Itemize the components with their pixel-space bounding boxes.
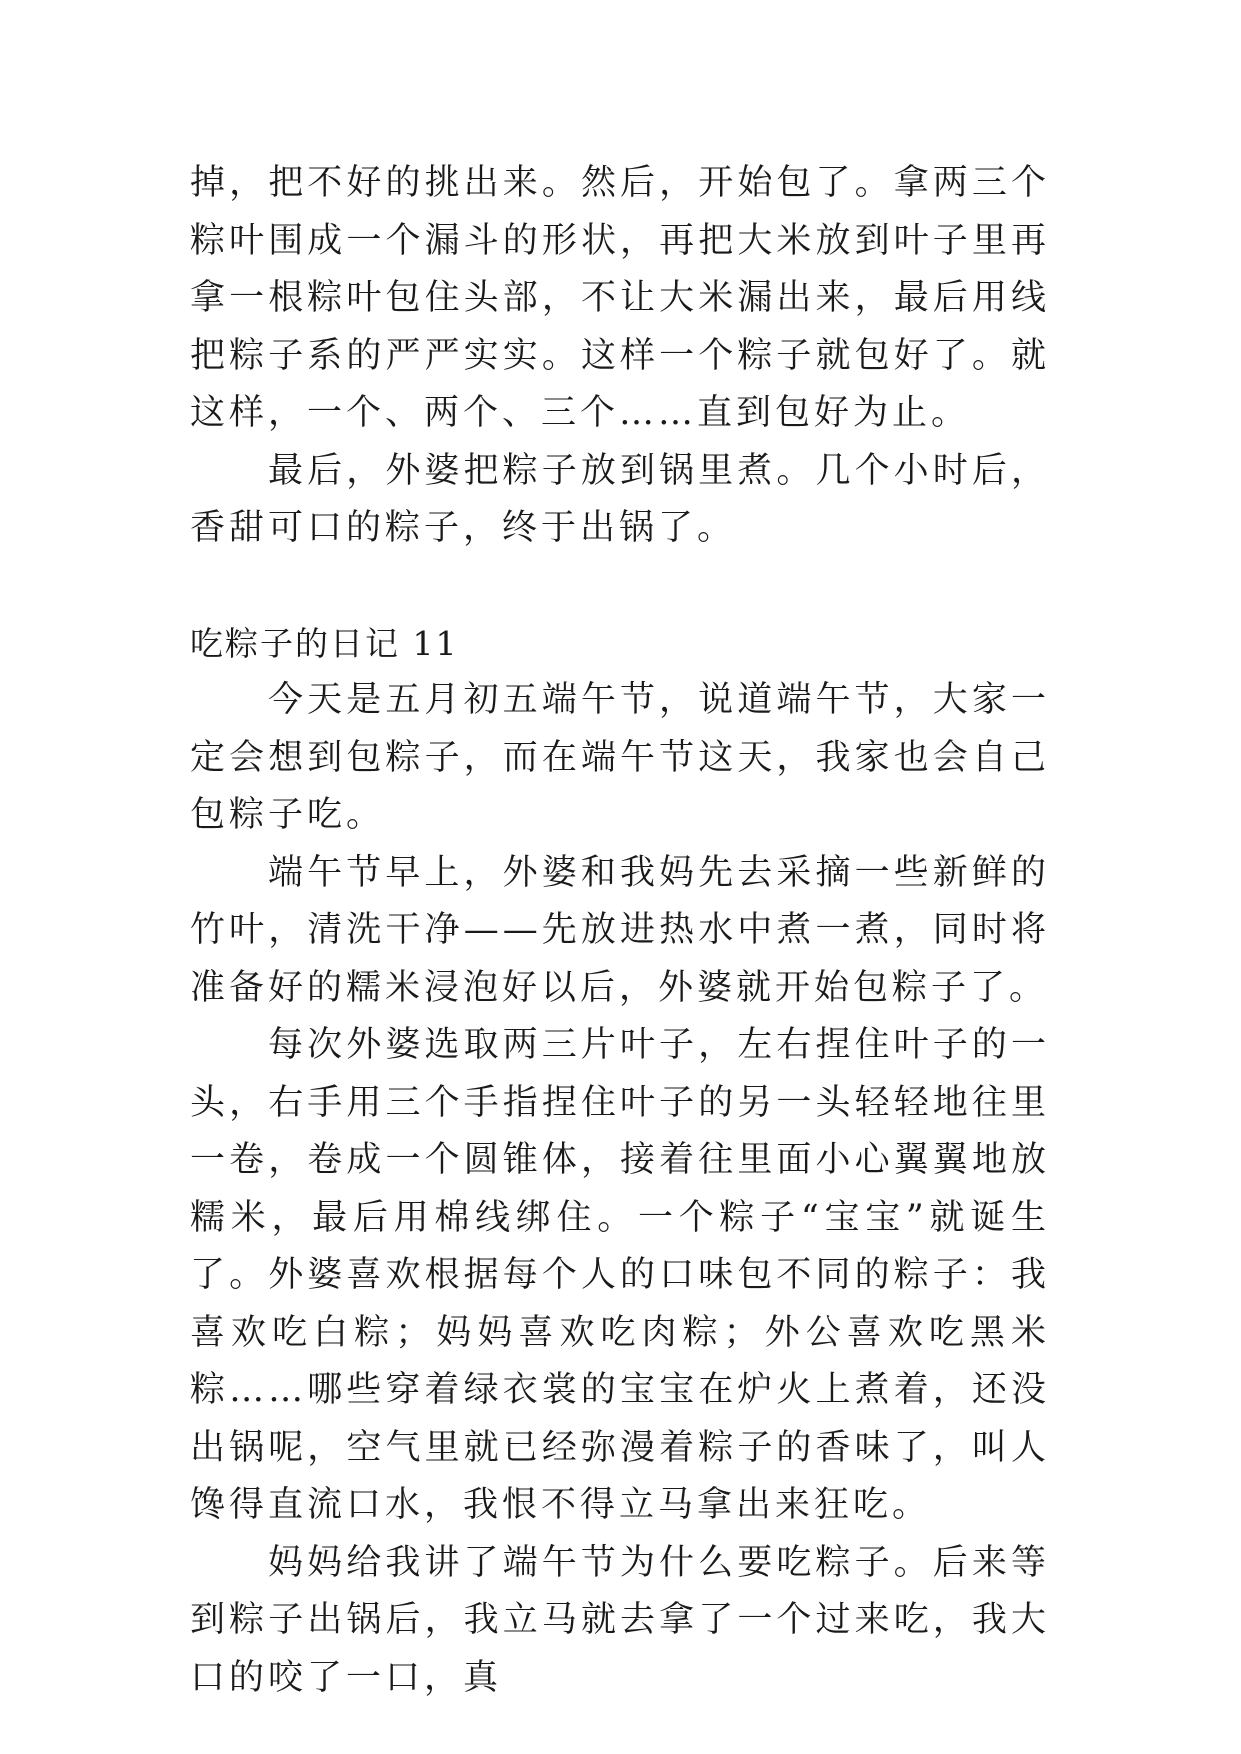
- section-title: 吃粽子的日记 11: [190, 623, 459, 663]
- paragraph: 端午节早上，外婆和我妈先去采摘一些新鲜的竹叶，清洗干净——先放进热水中煮一煮，同时将准备好的糯米浸泡好以后，外婆就开始包粽子了。: [190, 852, 1050, 1008]
- paragraph: 最后，外婆把粽子放到锅里煮。几个小时后，香甜可口的粽子，终于出锅了。: [190, 450, 1050, 548]
- document-body: [190, 155, 1050, 1707]
- paragraph: 妈妈给我讲了端午节为什么要吃粽子。后来等到粽子出锅后，我立马就去拿了一个过来吃，我大口的咬了一口，真: [190, 1542, 1050, 1698]
- section-gap: [190, 558, 1050, 615]
- paragraph: 今天是五月初五端午节，说道端午节，大家一定会想到包粽子，而在端午节这天，我家也会自己包粽子吃。: [190, 680, 1050, 835]
- paragraph: 每次外婆选取两三片叶子，左右捏住叶子的一头，右手用三个手指捏住叶子的另一头轻轻地往里一卷，卷成一个圆锥体，接着往里面小心翼翼地放糯米，最后用棉线绑住。一个粽子“宝宝”就诞生了。外婆喜欢根据每个人的口味包不同的粽子：我喜欢吃白粽；妈妈喜欢吃肉粽；外公喜欢吃黑米粽……哪些穿着绿衣裳的宝宝在炉火上煮着，还没出锅呢，空气里就已经弥漫着粽子的香味了，叫人馋得直流口水，我恨不得立马拿出来狂吃。: [190, 1025, 1050, 1525]
- paragraph: 掉，把不好的挑出来。然后，开始包了。拿两三个粽叶围成一个漏斗的形状，再把大米放到叶子里再拿一根粽叶包住头部，不让大米漏出来，最后用线把粽子系的严严实实。这样一个粽子就包好了。就这样，一个、两个、三个……直到包好为止。: [190, 163, 1050, 433]
